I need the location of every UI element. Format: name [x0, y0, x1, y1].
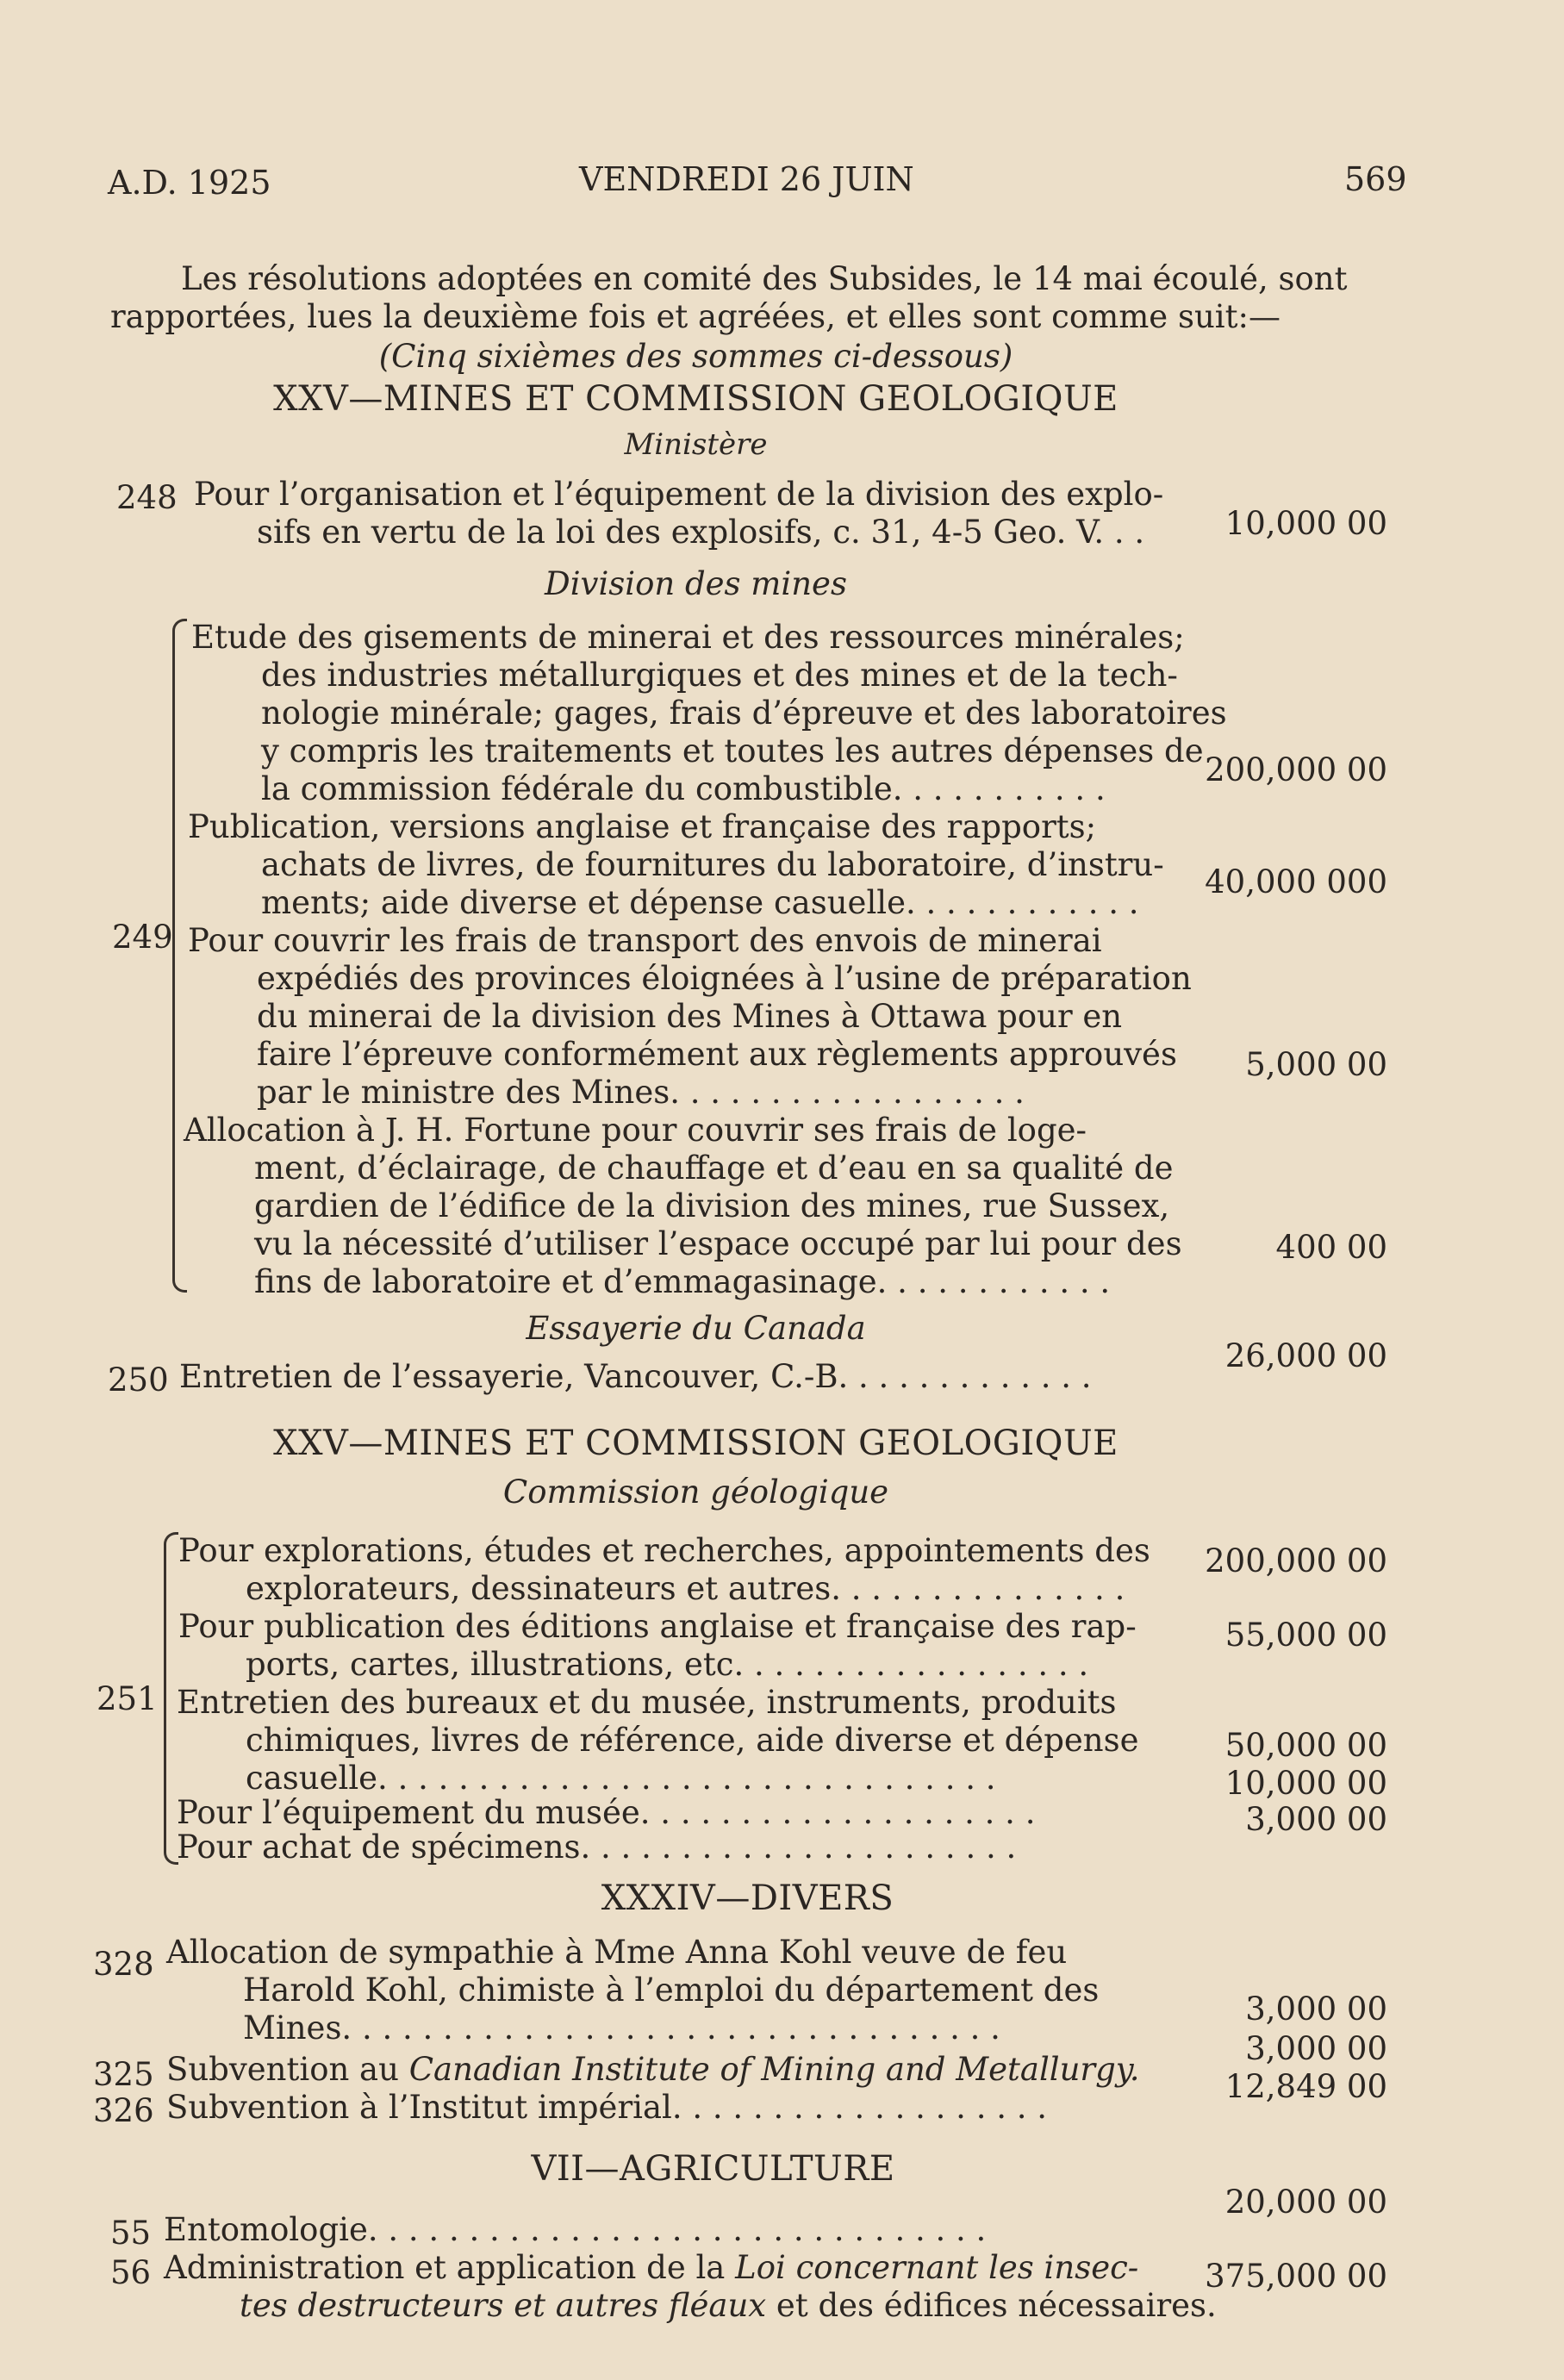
item-number-55: 55	[110, 2215, 152, 2252]
item-249c-line-1: Pour couvrir les frais de transport des envois de minerai	[188, 922, 1102, 959]
brace-249	[172, 619, 187, 1293]
item-number-328: 328	[93, 1946, 154, 1983]
section-title-mines-1: XXV—MINES ET COMMISSION GEOLOGIQUE	[273, 379, 1118, 419]
section-subtitle-ministere: Ministère	[624, 427, 768, 462]
item-248-line-2: sifs en vertu de la loi des explosifs, c. 31, 4-5 Geo. V. . .	[257, 514, 1145, 551]
section-title-mines-2: XXV—MINES ET COMMISSION GEOLOGIQUE	[273, 1424, 1118, 1463]
item-251d-amount: 10,000 00	[1224, 1765, 1387, 1802]
intro-note: (Cinq sixièmes des sommes ci-dessous)	[378, 338, 1013, 375]
item-328-line-1: Allocation de sympathie à Mme Anna Kohl veuve de feu	[166, 1934, 1068, 1971]
item-56-text-end: et des édifices nécessaires.	[766, 2287, 1217, 2324]
item-56-law-title: Loi concernant les insec-	[735, 2249, 1139, 2286]
item-number-251: 251	[97, 1680, 158, 1717]
item-251c-line-3: casuelle. . . . . . . . . . . . . . . . . . . . . . . . . . . . . . .	[246, 1760, 996, 1797]
item-325-amount: 3,000 00	[1245, 2030, 1387, 2067]
item-249d-amount: 400 00	[1275, 1229, 1387, 1266]
item-56-text: Administration et application de la	[164, 2249, 736, 2286]
item-56-amount: 375,000 00	[1205, 2258, 1387, 2295]
item-249a-line-3: nologie minérale; gages, frais d’épreuve et des laboratoires	[261, 695, 1227, 732]
item-326-amount: 12,849 00	[1224, 2068, 1387, 2105]
item-55-amount: 20,000 00	[1224, 2184, 1387, 2221]
item-325-line	[166, 2051, 1140, 2089]
header-date: VENDREDI 26 JUIN	[579, 160, 914, 198]
item-328-line-2: Harold Kohl, chimiste à l’emploi du département des	[243, 1972, 1100, 2009]
item-249d-line-5: fins de laboratoire et d’emmagasinage. . . . . . . . . . . .	[254, 1263, 1111, 1300]
item-249d-line-3: gardien de l’édifice de la division des mines, rue Sussex,	[254, 1187, 1170, 1224]
item-55-line-1: Entomologie. . . . . . . . . . . . . . . . . . . . . . . . . . . . . . .	[164, 2211, 987, 2248]
item-249b-line-2: achats de livres, de fournitures du laboratoire, d’instru-	[261, 846, 1164, 883]
header-page-number: 569	[1344, 160, 1407, 198]
intro-line-1: Les résolutions adoptées en comité des Subsides, le 14 mai écoulé, sont	[181, 260, 1348, 297]
item-251d-line-1: Pour l’équipement du musée. . . . . . . . . . . . . . . . . . . .	[177, 1794, 1036, 1831]
item-325-institute: Canadian Institute of Mining and Metallurgy.	[408, 2051, 1140, 2088]
essayerie-title: Essayerie du Canada	[526, 1310, 866, 1347]
item-328-line-3: Mines. . . . . . . . . . . . . . . . . . . . . . . . . . . . . . . . .	[243, 2009, 1000, 2047]
item-251a-line-1: Pour explorations, études et recherches, appointements des	[178, 1532, 1150, 1569]
item-251c-amount: 50,000 00	[1224, 1727, 1387, 1764]
item-249c-line-3: du minerai de la division des Mines à Ottawa pour en	[257, 998, 1123, 1035]
item-249d-line-1: Allocation à J. H. Fortune pour couvrir ses frais de loge-	[184, 1112, 1087, 1149]
item-249a-line-5: la commission fédérale du combustible. . . . . . . . . . .	[261, 770, 1106, 807]
item-249a-line-1: Etude des gisements de minerai et des ressources minérales;	[191, 619, 1185, 656]
item-number-250: 250	[108, 1361, 169, 1399]
item-number-56: 56	[110, 2254, 152, 2291]
intro-line-2: rapportées, lues la deuxième fois et agréées, et elles sont comme suit:—	[110, 298, 1280, 335]
section-title-agriculture: VII—AGRICULTURE	[531, 2149, 895, 2189]
item-56-law-title-cont: tes destructeurs et autres fléaux	[240, 2287, 767, 2324]
item-251e-amount: 3,000 00	[1245, 1801, 1387, 1838]
item-number-325: 325	[93, 2056, 154, 2093]
item-248-amount: 10,000 00	[1224, 505, 1387, 542]
item-248-line-1: Pour l’organisation et l’équipement de la division des explo-	[194, 476, 1164, 513]
item-249d-line-2: ment, d’éclairage, de chauffage et d’eau en sa qualité de	[254, 1150, 1174, 1187]
item-251b-amount: 55,000 00	[1224, 1617, 1387, 1654]
item-251b-line-2: ports, cartes, illustrations, etc. . . . . . . . . . . . . . . . . .	[246, 1646, 1089, 1683]
item-250-amount: 26,000 00	[1224, 1337, 1387, 1374]
item-251c-line-2: chimiques, livres de référence, aide diverse et dépense	[246, 1722, 1139, 1759]
item-251b-line-1: Pour publication des éditions anglaise et française des rap-	[178, 1608, 1137, 1645]
item-325-text: Subvention au	[166, 2051, 409, 2088]
item-249c-line-2: expédiés des provinces éloignées à l’usine de préparation	[257, 960, 1192, 997]
item-251a-amount: 200,000 00	[1205, 1542, 1387, 1579]
item-250-line-1: Entretien de l’essayerie, Vancouver, C.-B. . . . . . . . . . . . .	[179, 1358, 1092, 1395]
section-subtitle-commission: Commission géologique	[502, 1473, 889, 1511]
item-249b-line-1: Publication, versions anglaise et française des rapports;	[188, 808, 1097, 845]
item-56-line-1	[164, 2249, 1138, 2287]
item-249a-line-2: des industries métallurgiques et des mines et de la tech-	[261, 657, 1178, 694]
item-249a-line-4: y compris les traitements et toutes les autres dépenses de	[261, 732, 1204, 769]
item-251c-line-1: Entretien des bureaux et du musée, instruments, produits	[177, 1684, 1117, 1721]
section-title-divers: XXXIV—DIVERS	[601, 1878, 894, 1918]
item-number-248: 248	[116, 479, 178, 516]
item-251a-line-2: explorateurs, dessinateurs et autres. . . . . . . . . . . . . . .	[246, 1570, 1125, 1607]
item-249c-amount: 5,000 00	[1245, 1046, 1387, 1083]
item-249b-amount: 40,000 000	[1205, 863, 1387, 900]
division-mines-title: Division des mines	[545, 565, 847, 602]
item-249a-amount: 200,000 00	[1205, 751, 1387, 788]
item-249c-line-4: faire l’épreuve conformément aux règlements approuvés	[257, 1036, 1177, 1073]
item-number-249: 249	[112, 919, 173, 956]
item-326-line-1: Subvention à l’Institut impérial. . . . . . . . . . . . . . . . . . .	[166, 2089, 1048, 2126]
item-56-line-2	[240, 2287, 1217, 2325]
item-number-326: 326	[93, 2092, 154, 2129]
item-328-amount: 3,000 00	[1245, 1991, 1387, 2028]
item-251e-line-1: Pour achat de spécimens. . . . . . . . . . . . . . . . . . . . . .	[177, 1829, 1017, 1866]
item-249b-line-3: ments; aide diverse et dépense casuelle. . . . . . . . . . . .	[261, 884, 1139, 921]
header-year: A.D. 1925	[108, 164, 271, 202]
item-249d-line-4: vu la nécessité d’utiliser l’espace occupé par lui pour des	[254, 1225, 1182, 1262]
item-249c-line-5: par le ministre des Mines. . . . . . . . . . . . . . . . . .	[257, 1074, 1025, 1111]
